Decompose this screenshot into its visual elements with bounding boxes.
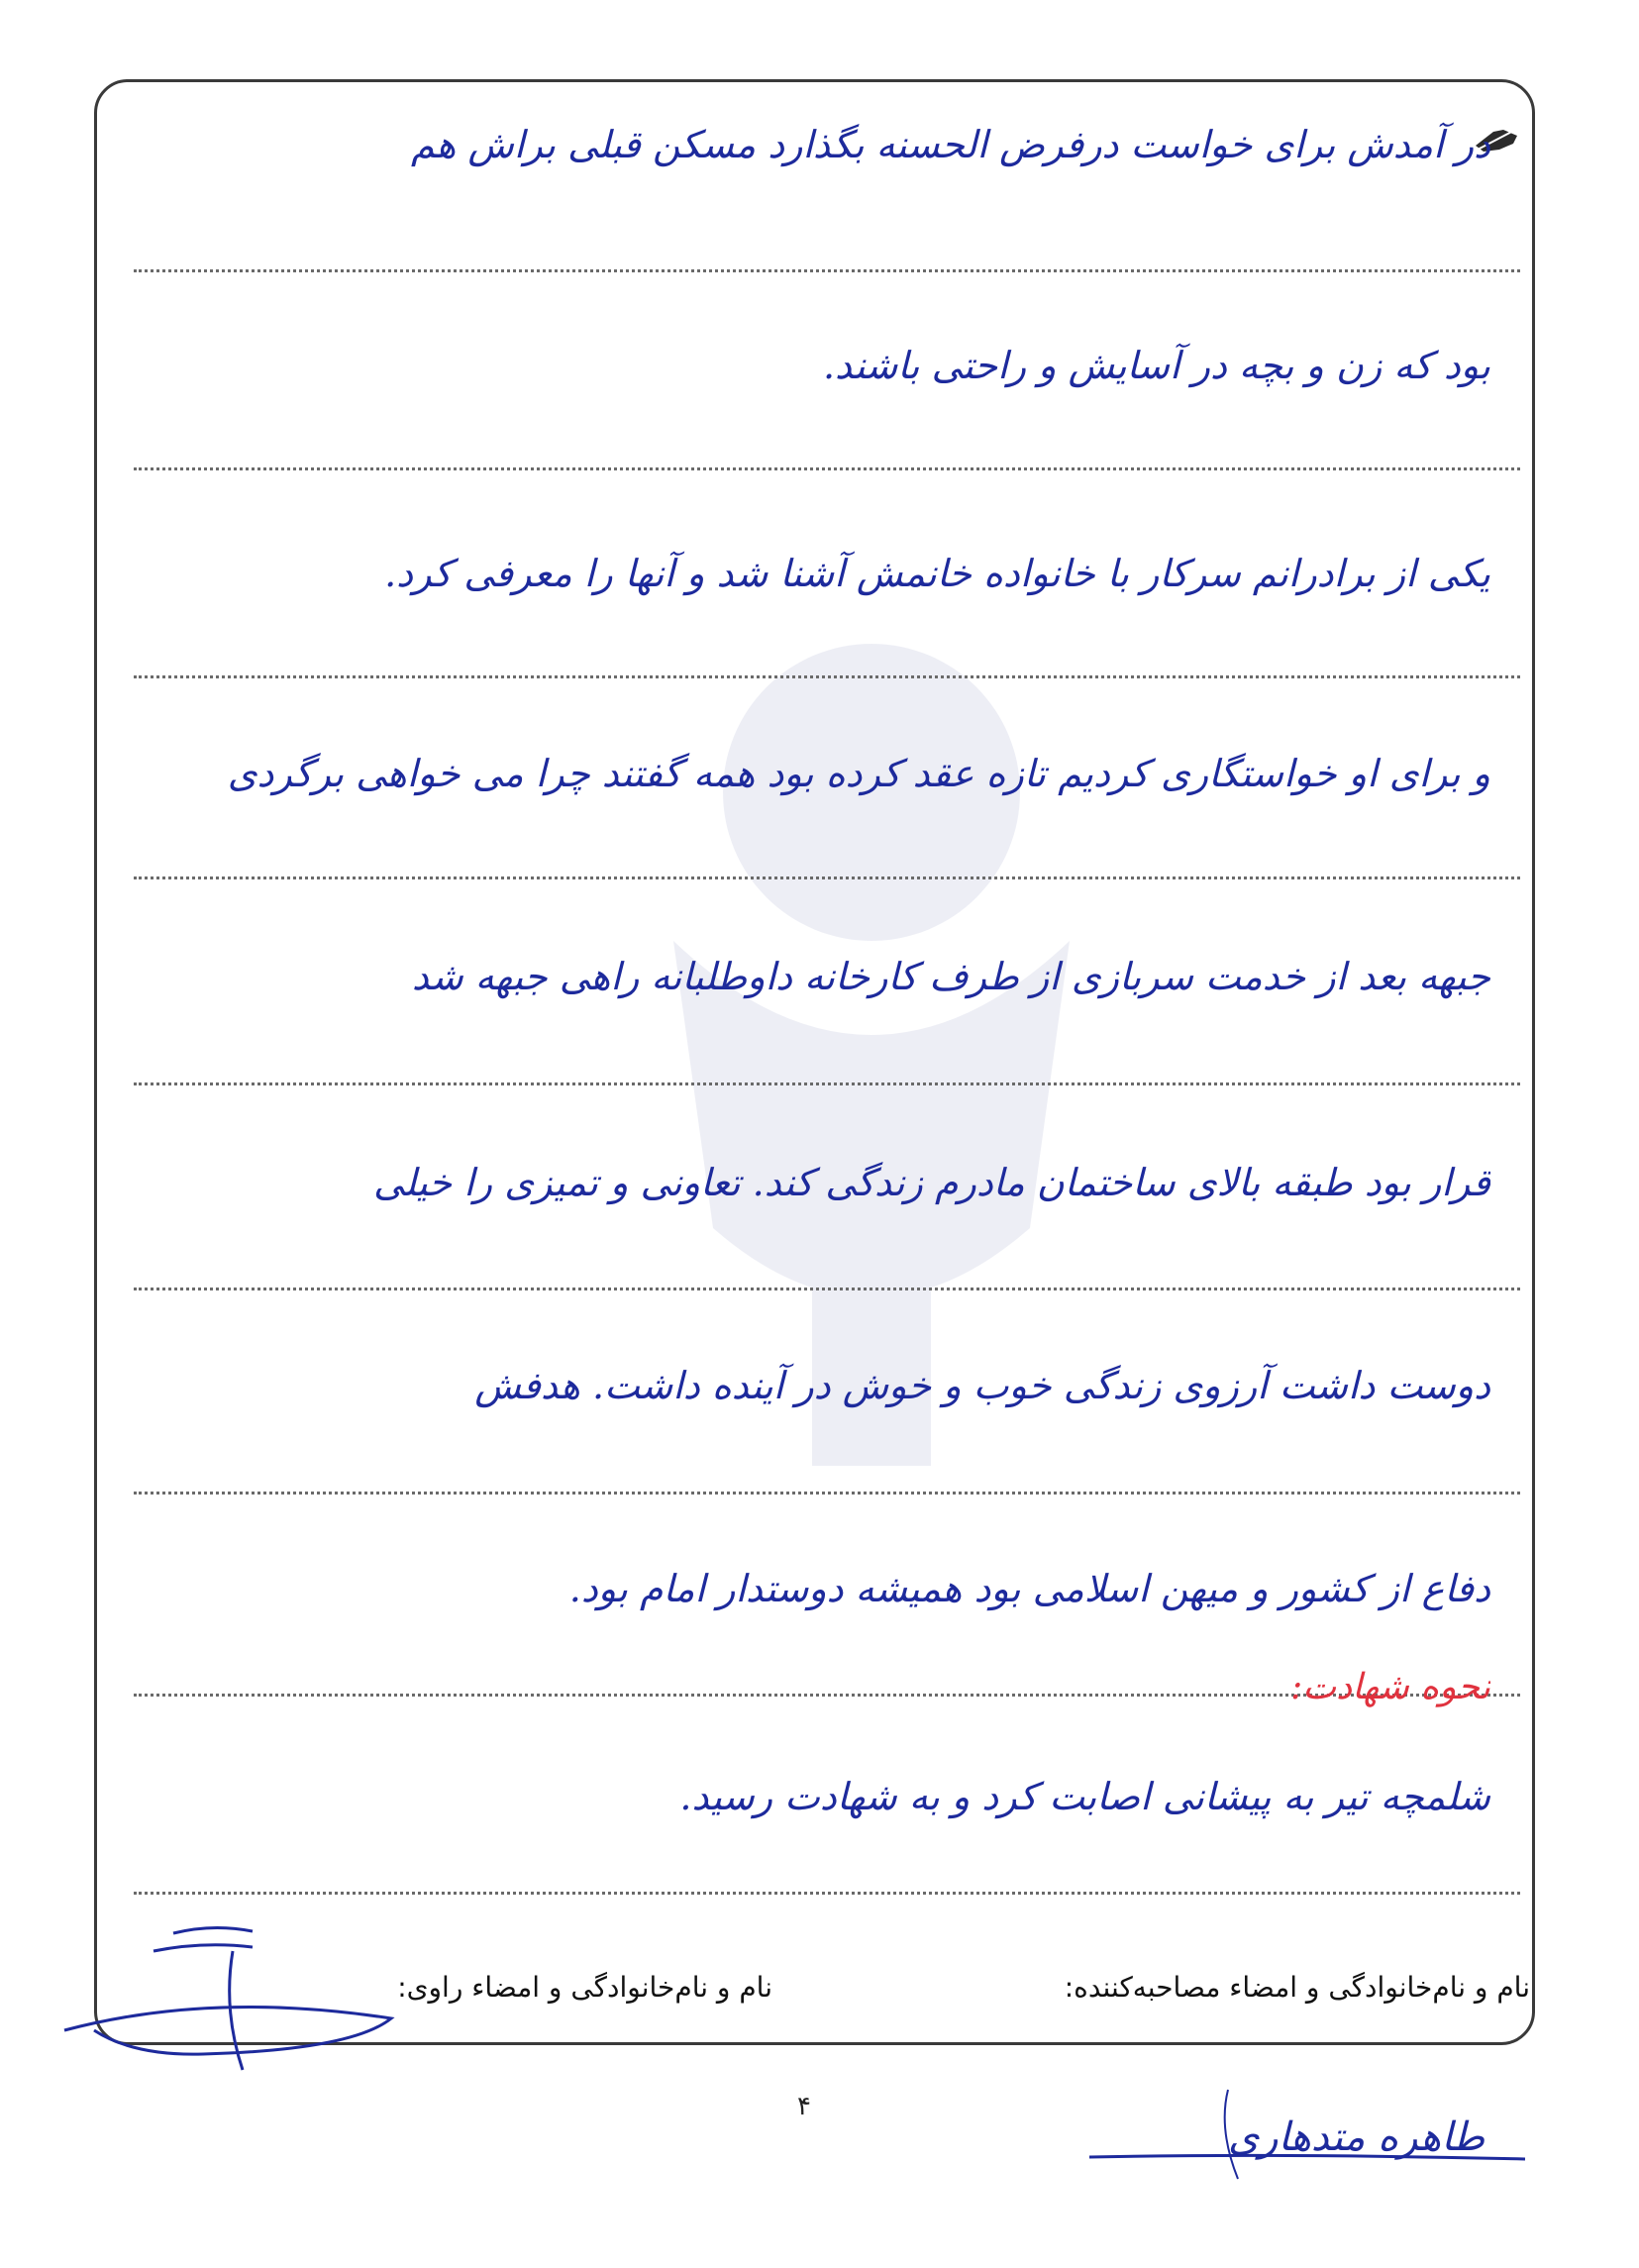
handwritten-line: و برای او خواستگاری کردیم تازه عقد کرده بود همه گفتند چرا می خواهی برگردی	[227, 752, 1490, 795]
handwritten-line: دفاع از کشور و میهن اسلامی بود همیشه دوستدار امام بود.	[568, 1567, 1490, 1610]
handwritten-line: بود که زن و بچه در آسایش و راحتی باشند.	[822, 344, 1490, 387]
handwritten-line: جبهه بعد از خدمت سربازی از طرف کارخانه داوطلبانه راهی جبهه شد	[411, 955, 1490, 998]
handwritten-line: قرار بود طبقه بالای ساختمان مادرم زندگی کند. تعاونی و تمیزی را خیلی	[372, 1161, 1490, 1204]
ruled-line	[134, 1492, 1520, 1495]
ruled-line	[134, 1892, 1520, 1895]
ruled-line	[134, 1288, 1520, 1290]
handwritten-line: در آمدش برای خواست درفرض الحسنه بگذارد مسکن قبلی براش هم	[411, 123, 1490, 166]
ruled-line	[134, 876, 1520, 879]
section-heading: نحوه شهادت:	[1290, 1667, 1490, 1707]
narrator-signature-label: نام و نام‌خانوادگی و امضاء راوی:	[397, 1971, 772, 2004]
interviewer-signature-text: طاهره متدهاری	[1228, 2114, 1485, 2160]
handwritten-line: یکی از برادرانم سرکار با خانواده خانمش آشنا شد و آنها را معرفی کرد.	[384, 552, 1490, 595]
handwritten-line: شلمچه تیر به پیشانی اصابت کرد و به شهادت رسید.	[679, 1775, 1490, 1818]
handwritten-line: دوست داشت آرزوی زندگی خوب و خوش در آینده داشت. هدفش	[474, 1364, 1490, 1407]
interviewer-signature-label: نام و نام‌خانوادگی و امضاء مصاحبه‌کننده:	[1064, 1971, 1530, 2004]
ruled-line	[134, 1082, 1520, 1085]
ruled-line	[134, 269, 1520, 272]
narrator-signature	[54, 1921, 411, 2100]
page-number: ۴	[797, 2092, 811, 2121]
ruled-line	[134, 467, 1520, 470]
ruled-line	[134, 675, 1520, 678]
